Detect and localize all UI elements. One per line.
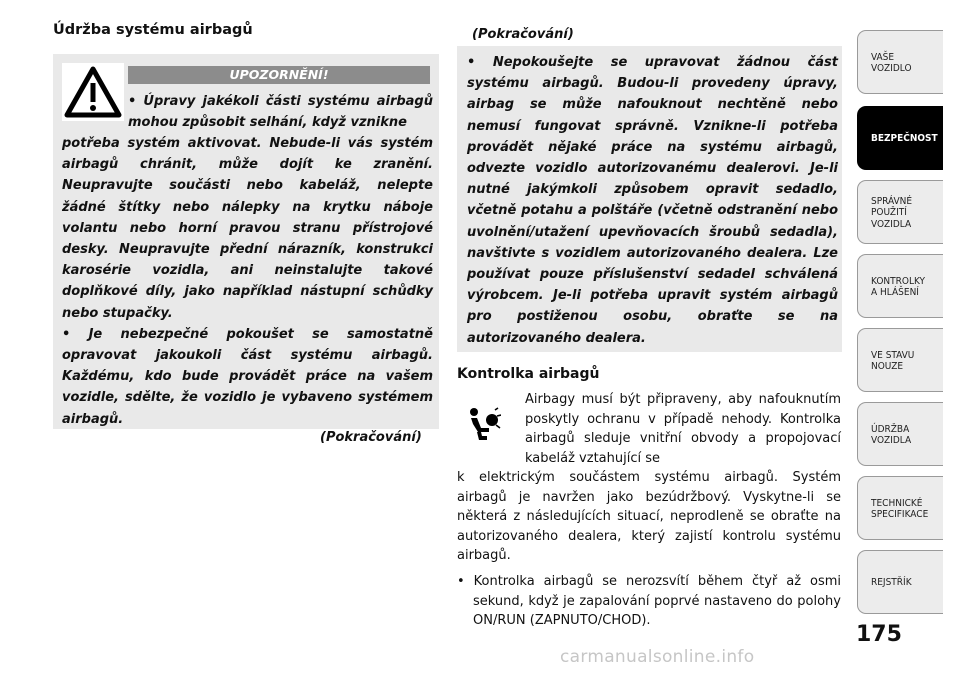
chapter-tab-label: BEZPEČNOST bbox=[871, 133, 938, 145]
chapter-tab[interactable] bbox=[857, 476, 943, 540]
chapter-tab[interactable] bbox=[857, 30, 943, 94]
watermark: carmanualsonline.info bbox=[560, 647, 755, 667]
warning-text-first: • Úpravy jakékoli části systému airbagů mohou způsobit selhání, když vznikne bbox=[128, 94, 433, 131]
chapter-tab[interactable] bbox=[857, 328, 943, 392]
chapter-tab[interactable] bbox=[857, 254, 943, 318]
chapter-tab-label: ÚDRŽBA VOZIDLA bbox=[871, 423, 912, 446]
chapter-tab[interactable] bbox=[857, 106, 943, 170]
indicator-text-beside-icon: Airbagy musí být připraveny, aby nafouknutím poskytly ochranu v případě nehody. Kontrolka airbagů sleduje vnitřní obvody a propojovací kabeláž vztahující se bbox=[525, 392, 841, 466]
chapter-tab-label: KONTROLKY A HLÁŠENÍ bbox=[871, 275, 926, 298]
indicator-heading: Kontrolka airbagů bbox=[457, 366, 600, 382]
chapter-tab[interactable] bbox=[857, 180, 943, 244]
continued-header: (Pokračování) bbox=[472, 27, 574, 42]
warning-text-rest: potřeba systém aktivovat. Nebude-li vás systém airbagů chránit, může dojít ke zranění. Neupravujte součásti nebo kabeláž, nelepte žádné štítky nebo nálepky na krytku náboje volantu nebo horní pravou stranu přístrojové desky. Neupravujte přední nárazník, konstrukci karosérie vozidla, ani neinstalujte takové doplňkové díly, jako například nástupní schůdky nebo stupačky. • Je nebezpečné pokoušet se samostatně opravovat jakoukoli část systému airbagů. Každému, kdo bude provádět práce na vašem vozidle, sdělte, že vozidlo je vybaveno systémem airbagů. bbox=[62, 136, 433, 427]
continued-label: (Pokračování) bbox=[320, 430, 422, 445]
indicator-bullet: • Kontrolka airbagů se nerozsvítí během čtyř až osmi sekund, když je zapalování poprvé nastaveno do polohy ON/RUN (ZAPNUTO/CHOD). bbox=[457, 574, 841, 628]
page-number: 175 bbox=[856, 622, 902, 647]
chapter-tab[interactable] bbox=[857, 550, 943, 614]
airbag-indicator-icon bbox=[465, 406, 501, 444]
page-section-title: Údržba systému airbagů bbox=[53, 22, 253, 38]
chapter-tab-label: SPRÁVNÉ POUŽITÍ VOZIDLA bbox=[871, 195, 913, 230]
chapter-tab-label: TECHNICKÉ SPECIFIKACE bbox=[871, 497, 929, 520]
chapter-tab[interactable] bbox=[857, 402, 943, 466]
chapter-tab-label: REJSTŘÍK bbox=[871, 577, 912, 589]
warning-continued-text: • Nepokoušejte se upravovat žádnou část systému airbagů. Budou-li provedeny úpravy, airbag se může nafouknout nechtěně nebo nemusí fungovat správně. Vznikne-li potřeba provádět nějaké práce na systému airbagů, odvezte vozidlo autorizovanému dealerovi. Je-li nutné jakýmkoli způsobem opravit sedadlo, včetně potahu a polštáře (včetně odstranění nebo uvolnění/utažení upevňovacích šroubů sedadla), navštivte s vozidlem autorizovaného dealera. Lze používat pouze příslušenství sedadel schválená výrobcem. Je-li potřeba upravit systém airbagů pro postiženou osobu, obraťte se na autorizovaného dealera. bbox=[467, 55, 838, 346]
chapter-tab-label: VE STAVU NOUZE bbox=[871, 349, 915, 372]
chapter-tab-label: VAŠE VOZIDLO bbox=[871, 51, 912, 74]
warning-header: UPOZORNĚNÍ! bbox=[128, 66, 430, 84]
indicator-text: k elektrickým součástem systému airbagů. Systém airbagů je navržen jako bezúdržbový. Vyskytne-li se některá z následujících situací, neprodleně se obraťte na autorizovaného dealera, který zajistí kontrolu systému airbagů. bbox=[457, 470, 841, 563]
warning-triangle-icon bbox=[62, 63, 124, 121]
